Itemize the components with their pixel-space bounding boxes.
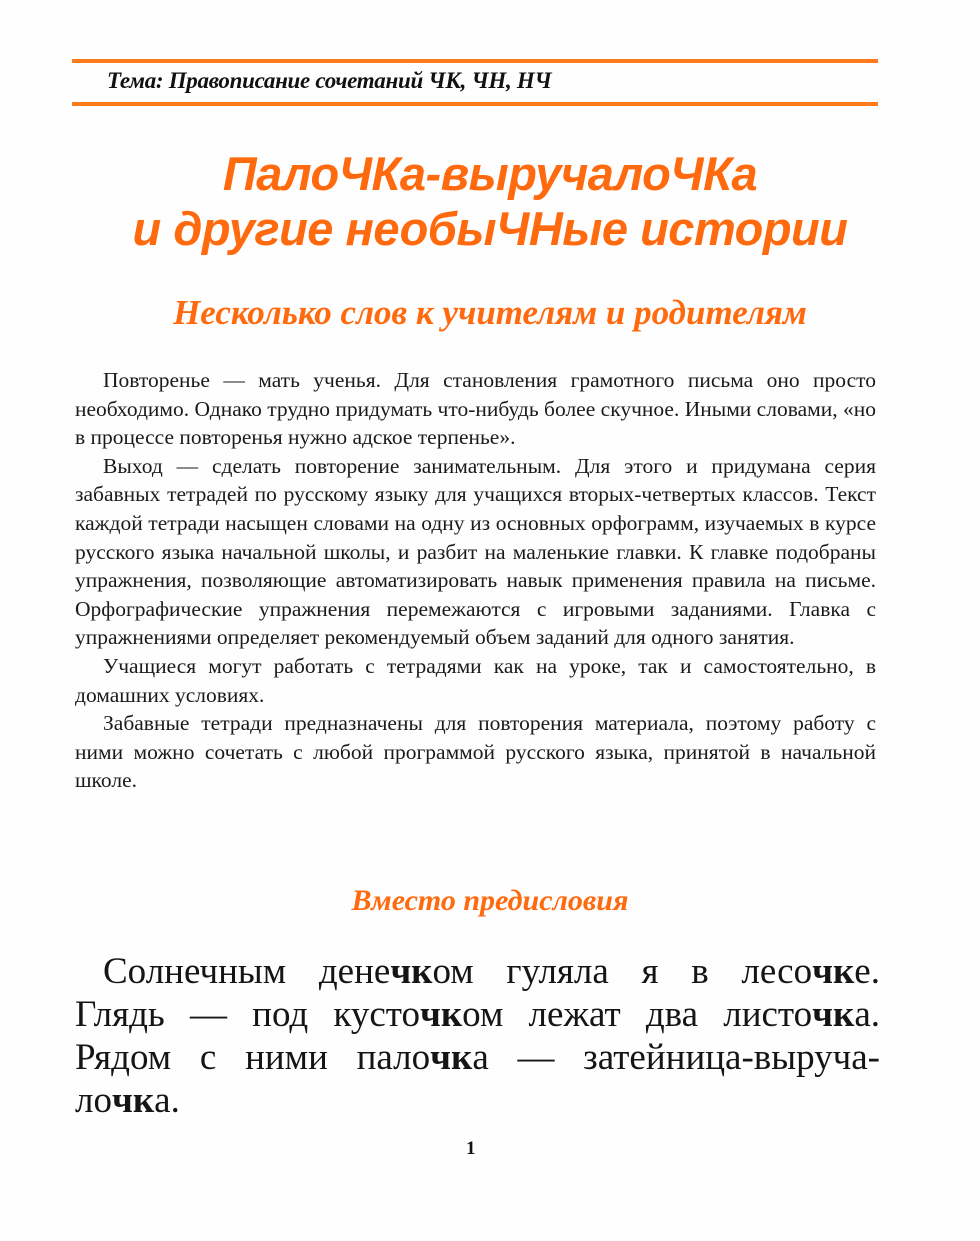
intro-paragraph-4: Забавные тетради предназначены для повторения материала, поэтому работу с ними можно сочетать с любой программой русского языка, принятой в начальной школе. [75,711,876,793]
topic-line: Тема: Правописание сочетаний ЧК, ЧН, НЧ [107,68,552,93]
story-text: Рядом с ними пало [75,1037,431,1078]
story-text: Солнечным дене [103,951,391,992]
intro-paragraph-2: Выход — сделать повторение занимательным. Для этого и придумана серия забавных тетрадей по русскому языку для учащихся вторых-четвертых классов. Текст каждой тетради насыщен словами на одну из основных орфограмм, изучаемых в курсе русского языка начальной школы, и разбит на маленькие главки. К главке подобраны упражнения, позволяющие автоматизировать навык применения правила на письме. Орфографические упражнения перемежаются с игровыми заданиями. Главка с упражнениями определяет рекомендуемый объем заданий для одного занятия. [75,453,876,650]
story-line-4 [75,1079,880,1122]
highlight-chk: чк [111,1080,155,1121]
story-text: ло [75,1080,112,1121]
highlight-chk: чк [419,994,463,1035]
story-text: Глядь — под кусто [75,994,420,1035]
intro-paragraph-3: Учащиеся могут работать с тетрадями как на уроке, так и самостоятельно, в домашних условиях. [75,653,876,707]
intro-body [75,366,876,795]
story-text: ом лежат два листо [462,994,813,1035]
story-line-2 [75,993,880,1036]
highlight-chk: чк [390,951,433,992]
highlight-chk: чк [812,994,855,1035]
intro-paragraph-1: Повторенье — мать ученья. Для становления грамотного письма оно просто необходимо. Однако трудно придумать что-нибудь более скучное. Иными словами, «но в процессе повторенья нужно адское терпенье». [75,368,876,450]
story-text: а — затейница-выруча- [472,1037,880,1078]
preface-story [75,950,880,1122]
story-text: е. [854,951,880,992]
story-line-3 [75,1036,880,1079]
header-bottom-rule [72,102,878,106]
main-title-line-2: и другие необыЧНые истории [132,202,848,255]
story-line-1 [75,950,880,993]
header-top-rule [72,59,878,63]
story-text: ом гуляла я в лесо [432,951,813,992]
intro-heading: Несколько слов к учителям и родителям [173,293,807,332]
main-title [60,146,920,256]
main-title-line-1: ПалоЧКа-выручалоЧКа [222,147,758,200]
page-number: 1 [466,1138,476,1159]
preface-heading: Вместо предисловия [351,884,629,917]
highlight-chk: чк [812,951,855,992]
highlight-chk: чк [430,1037,473,1078]
story-text: а. [854,994,880,1035]
story-text: а. [154,1080,180,1121]
